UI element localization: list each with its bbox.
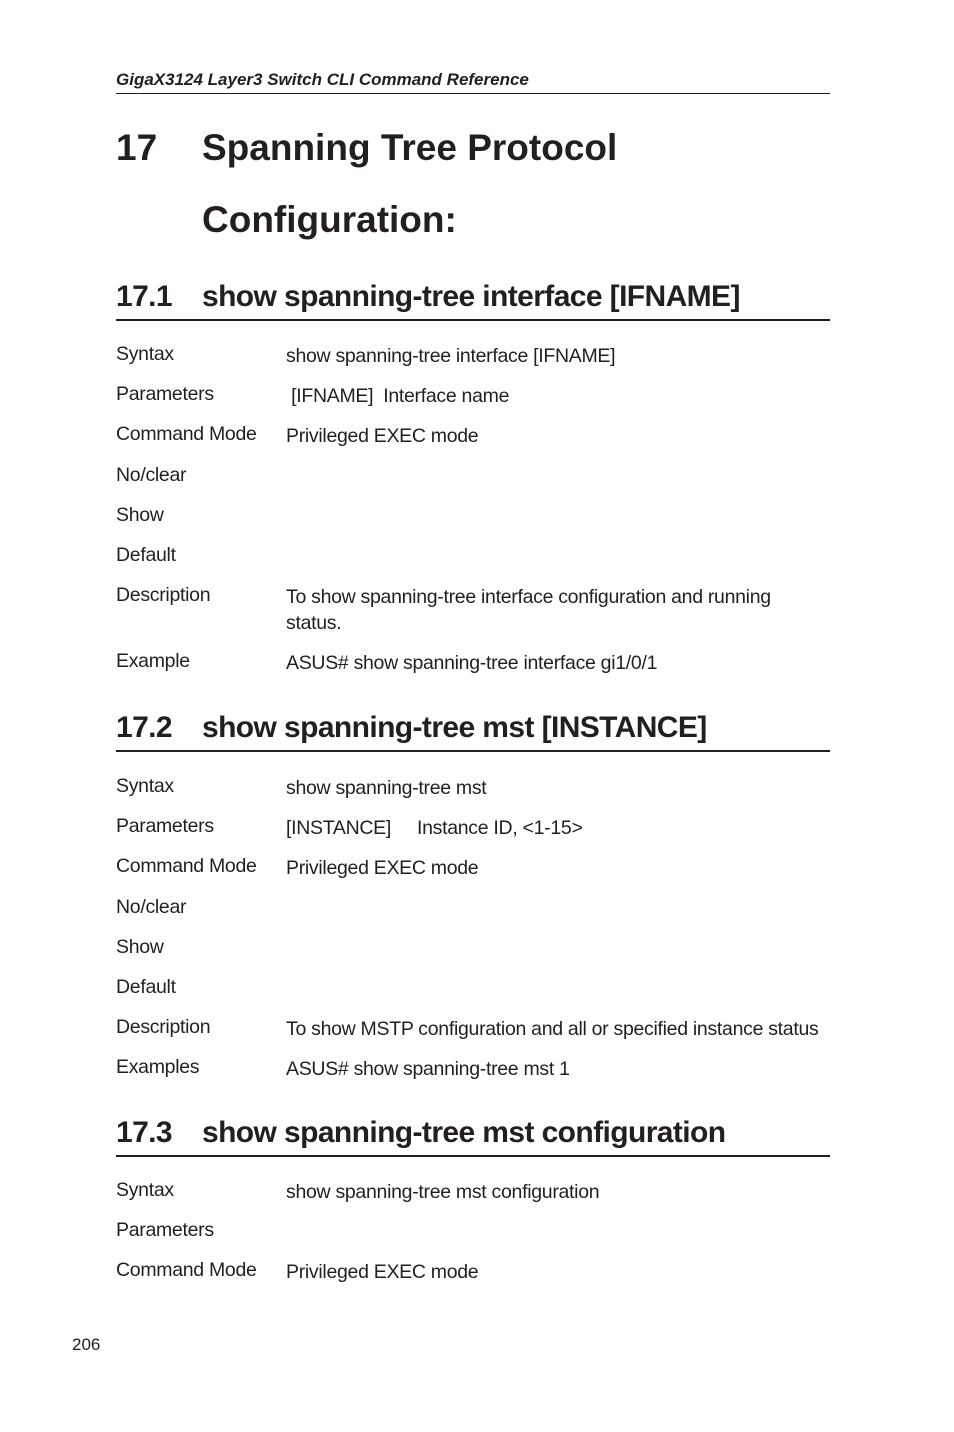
row-syntax — [116, 343, 830, 383]
row-label: Syntax — [116, 1179, 174, 1201]
row-description — [116, 584, 830, 650]
param-description: Instance ID, <1-15> — [416, 817, 583, 840]
row-label: Example — [116, 650, 190, 673]
row-label: Parameters — [116, 383, 214, 406]
row-parameters — [116, 1219, 830, 1259]
param-name: [IFNAME] — [286, 385, 374, 408]
row-parameters — [116, 383, 830, 423]
row-label: Description — [116, 1016, 211, 1039]
section-title: show spanning-tree interface [IFNAME] — [202, 280, 740, 313]
row-command-mode — [116, 855, 830, 895]
section-heading-17-3 — [116, 1114, 830, 1157]
section-number: 17.2 — [116, 711, 172, 744]
row-label: Examples — [116, 1056, 200, 1079]
row-value: show spanning-tree interface [IFNAME] — [286, 345, 616, 367]
row-default — [116, 544, 830, 584]
row-default — [116, 976, 830, 1016]
row-value: To show spanning-tree interface configuration and running status. — [286, 586, 771, 635]
section-heading-17-1 — [116, 278, 830, 321]
row-value — [286, 815, 836, 841]
row-label: Syntax — [116, 343, 174, 365]
chapter-number: 17 — [116, 127, 158, 168]
row-value — [286, 383, 836, 409]
section-17-1-rows — [116, 343, 830, 690]
row-no-clear — [116, 464, 830, 504]
section-title: show spanning-tree mst [INSTANCE] — [202, 711, 707, 744]
section-17-2-rows — [116, 775, 830, 1097]
row-value: ASUS# show spanning-tree mst 1 — [286, 1058, 570, 1081]
row-example — [116, 650, 830, 690]
row-label: Show — [116, 503, 164, 526]
section-17-3-rows — [116, 1179, 830, 1300]
row-label: Command Mode — [116, 1259, 257, 1282]
row-show — [116, 936, 830, 976]
running-head: GigaX3124 Layer3 Switch CLI Command Reference — [116, 70, 830, 94]
row-value: show spanning-tree mst configuration — [286, 1181, 600, 1203]
row-label: Syntax — [116, 775, 174, 797]
row-examples — [116, 1056, 830, 1096]
row-value: Privileged EXEC mode — [286, 857, 479, 880]
row-label: Default — [116, 975, 176, 998]
row-label: Command Mode — [116, 423, 257, 446]
row-label: Parameters — [116, 1219, 214, 1242]
row-description — [116, 1016, 830, 1056]
row-label: Default — [116, 543, 176, 566]
row-value: Privileged EXEC mode — [286, 425, 479, 448]
section-number: 17.3 — [116, 1116, 172, 1149]
chapter-title-line1: Spanning Tree Protocol — [202, 127, 618, 168]
row-parameters — [116, 815, 830, 855]
section-number: 17.1 — [116, 280, 172, 313]
row-label: Parameters — [116, 815, 214, 838]
param-description: Interface name — [383, 385, 510, 408]
row-no-clear — [116, 896, 830, 936]
section-heading-17-2 — [116, 709, 830, 752]
row-show — [116, 504, 830, 544]
row-value: To show MSTP configuration and all or specified instance status — [286, 1018, 819, 1041]
row-value: ASUS# show spanning-tree interface gi1/0/1 — [286, 652, 658, 675]
chapter-title — [202, 112, 802, 256]
row-command-mode — [116, 1259, 830, 1299]
row-label: Show — [116, 935, 164, 958]
chapter-title-line2: Configuration: — [202, 199, 457, 240]
row-label: Command Mode — [116, 855, 257, 878]
row-label: No/clear — [116, 895, 187, 918]
page-number: 206 — [72, 1335, 101, 1354]
row-value: Privileged EXEC mode — [286, 1261, 479, 1284]
row-value: show spanning-tree mst — [286, 777, 487, 799]
row-label: No/clear — [116, 463, 187, 486]
row-label: Description — [116, 584, 211, 607]
row-command-mode — [116, 423, 830, 463]
section-title: show spanning-tree mst configuration — [202, 1116, 726, 1149]
param-name: [INSTANCE] — [286, 817, 391, 840]
row-syntax — [116, 775, 830, 815]
row-syntax — [116, 1179, 830, 1219]
